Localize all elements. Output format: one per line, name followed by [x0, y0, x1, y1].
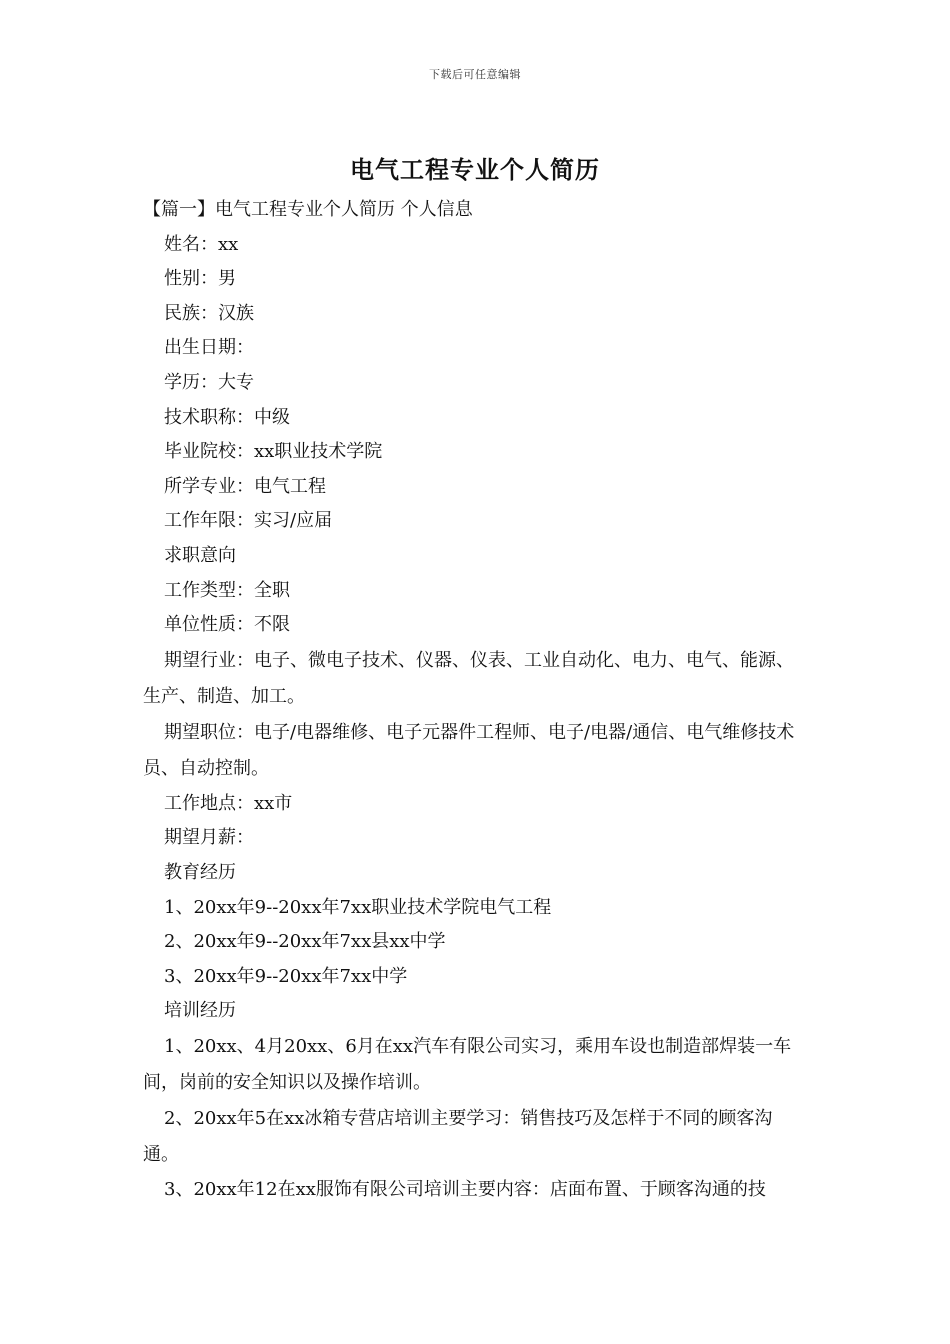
info-line-education: 学历：大专: [164, 371, 254, 393]
info-line-name: 姓名：xx: [164, 233, 239, 255]
education-item: 2、20xx年9--20xx年7xx县xx中学: [164, 931, 446, 953]
training-item: 2、20xx年5在xx冰箱专营店培训主要学习：销售技巧及怎样于不同的顾客沟通。: [143, 1107, 773, 1165]
education-item: 1、20xx年9--20xx年7xx职业技术学院电气工程: [164, 896, 552, 918]
info-line-title: 技术职称：中级: [164, 406, 290, 428]
info-line-major: 所学专业：电气工程: [164, 475, 326, 497]
info-line-location: 工作地点：xx市: [164, 792, 293, 814]
section-heading: 【篇一】电气工程专业个人简历 个人信息: [143, 199, 473, 220]
training-item: 1、20xx、4月20xx、6月在xx汽车有限公司实习，乘用车设也制造部焊装一车间，岗前的安全知识以及操作培训。: [143, 1035, 792, 1093]
info-line-job-type: 工作类型：全职: [164, 579, 290, 601]
training-item: 3、20xx年12在xx服饰有限公司培训主要内容：店面布置、于顾客沟通的技: [164, 1178, 766, 1200]
document-body: [143, 193, 808, 1207]
info-line-experience: 工作年限：实习/应届: [164, 510, 333, 532]
subheading-job-intention: 求职意向: [164, 544, 236, 566]
info-line-birthdate: 出生日期：: [164, 337, 254, 359]
subheading-education: 教育经历: [164, 861, 236, 883]
education-item: 3、20xx年9--20xx年7xx中学: [164, 965, 408, 987]
info-line-industry: 期望行业：电子、微电子技术、仪器、仪表、工业自动化、电力、电气、能源、生产、制造、加工。: [143, 649, 794, 707]
document-title: 电气工程专业个人简历: [350, 155, 600, 184]
info-line-position: 期望职位：电子/电器维修、电子元器件工程师、电子/电器/通信、电气维修技术员、自动控制。: [143, 721, 795, 779]
header-note: 下载后可任意编辑: [429, 68, 521, 81]
info-line-employer-type: 单位性质：不限: [164, 614, 290, 636]
info-line-gender: 性别：男: [164, 268, 236, 290]
subheading-training: 培训经历: [164, 1000, 236, 1022]
info-line-salary: 期望月薪：: [164, 827, 254, 849]
info-line-school: 毕业院校：xx职业技术学院: [164, 441, 383, 463]
info-line-ethnicity: 民族：汉族: [164, 302, 254, 324]
